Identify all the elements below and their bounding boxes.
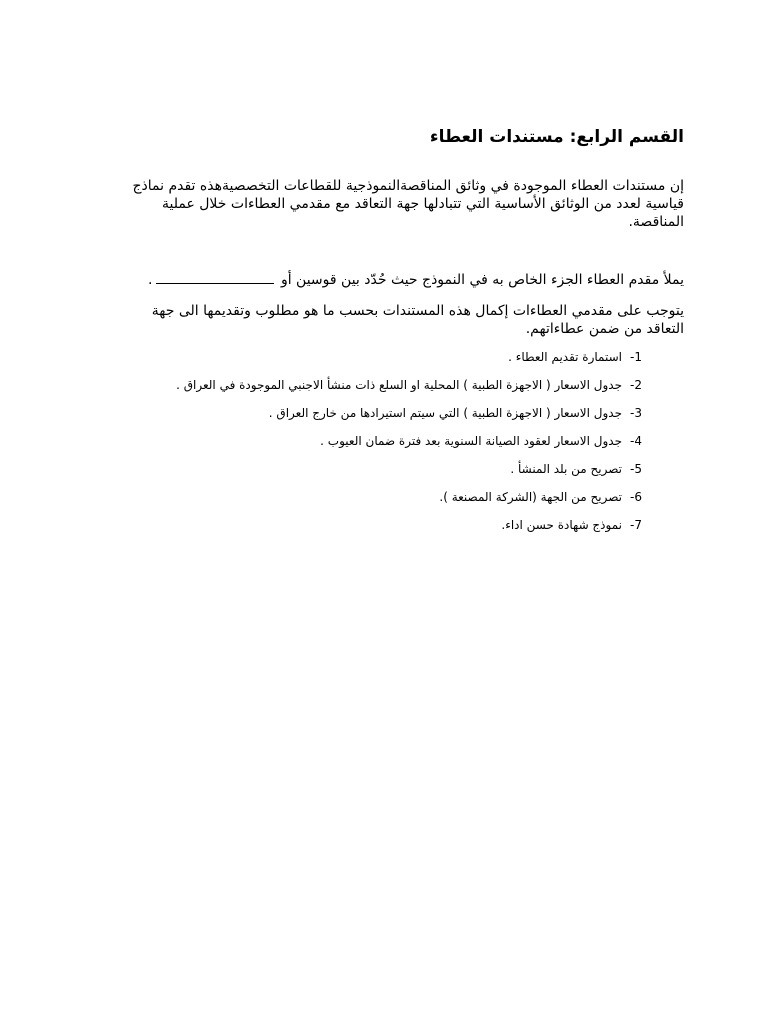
list-item-number: -3 (630, 406, 642, 420)
list-item-text: نموذج شهادة حسن اداء. (501, 518, 622, 532)
list-item (102, 348, 642, 376)
list-item (102, 432, 642, 460)
list-item (102, 376, 642, 404)
list-item-text: تصريح من الجهة (الشركة المصنعة ). (439, 490, 622, 504)
list-item (102, 404, 642, 432)
list-item-text: جدول الاسعار لعقود الصيانة السنوية بعد فترة ضمان العيوب . (320, 434, 622, 448)
list-item-number: -7 (630, 518, 642, 532)
list-item-text: جدول الاسعار ( الاجهزة الطبية ) المحلية او السلع ذات منشأ الاجنبي الموجودة في العراق . (176, 378, 622, 392)
fill-end-text: . (148, 272, 153, 288)
intro-paragraph: إن مستندات العطاء الموجودة في وثائق المناقصةالنموذجية للقطاعات التخصصيةهذه تقدم نماذج قياسية لعدد من الوثائق الأساسية التي تتبادلها جهة التعاقد مع مقدمي العطاءات خلال عملية المناقصة. (132, 178, 684, 230)
section-heading: القسم الرابع: مستندات العطاء (429, 127, 684, 147)
list-item-text: تصريح من بلد المنشأ . (510, 462, 622, 476)
documents-list (102, 348, 642, 544)
list-item-text: جدول الاسعار ( الاجهزة الطبية ) التي سيتم استيرادها من خارج العراق . (268, 406, 622, 420)
list-item-number: -4 (630, 434, 642, 448)
list-item-number: -5 (630, 462, 642, 476)
list-item-number: -6 (630, 490, 642, 504)
list-item-number: -1 (630, 350, 642, 364)
fill-instruction-text: يملأ مقدم العطاء الجزء الخاص به في النموذج حيث حُدّد بين قوسين أو (280, 272, 684, 288)
list-item (102, 516, 642, 544)
fill-instruction-paragraph (124, 271, 684, 289)
requirement-paragraph: يتوجب على مقدمي العطاءات إكمال هذه المستندات بحسب ما هو مطلوب وتقديمها الى جهة التعاقد من ضمن عطاءاتهم. (151, 303, 684, 337)
list-item (102, 460, 642, 488)
list-item (102, 488, 642, 516)
list-item-number: -2 (630, 378, 642, 392)
list-item-text: استمارة تقديم العطاء . (508, 350, 622, 364)
fill-blank-line (156, 271, 274, 284)
